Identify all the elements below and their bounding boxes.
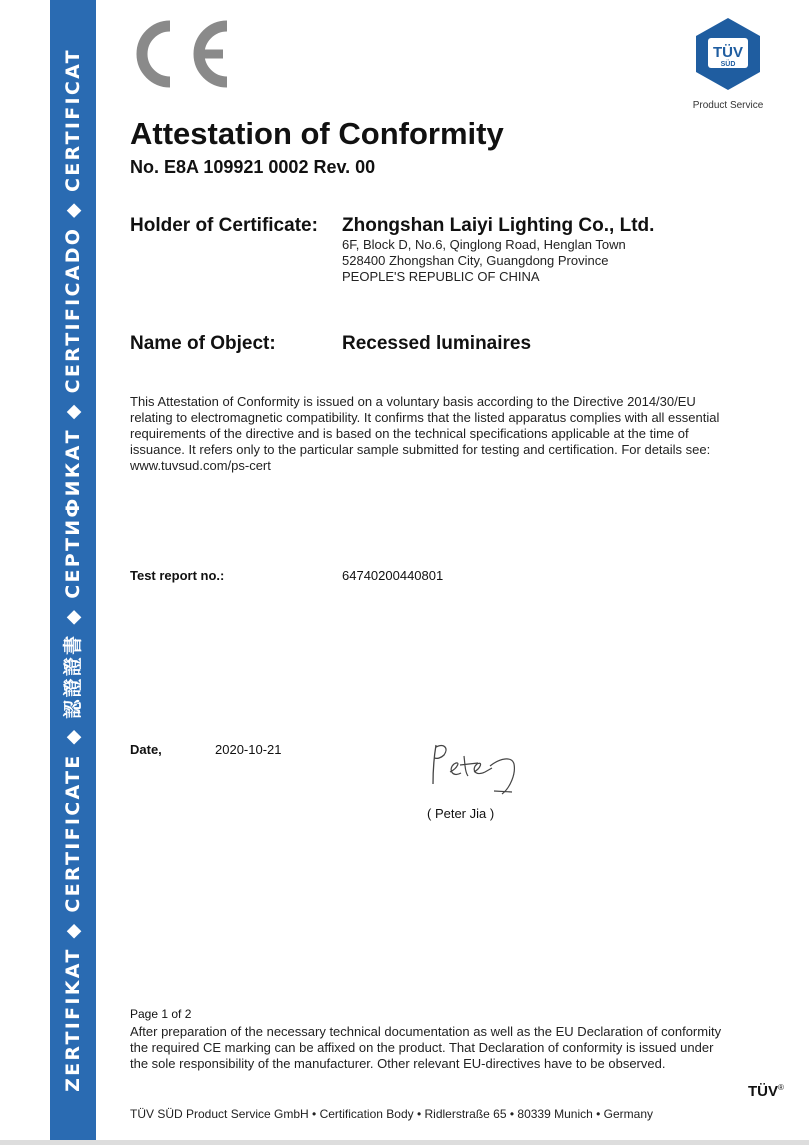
holder-address-line-1: 6F, Block D, No.6, Qinglong Road, Henglan Town bbox=[342, 237, 626, 252]
footer-notice: After preparation of the necessary technical documentation as well as the EU Declaration of conformity the required CE marking can be affixed on the product. That Declaration of conformity is issued under the sole responsibility of the manufacturer. Other relevant EU-directives have to be observed. bbox=[130, 1024, 722, 1071]
test-report-number: 64740200440801 bbox=[342, 568, 444, 583]
date-label: Date, bbox=[130, 742, 162, 757]
holder-address-line-3: PEOPLE'S REPUBLIC OF CHINA bbox=[342, 269, 540, 284]
side-band-text: ZERTIFIKAT ◆ CERTIFICATE ◆ 認證證書 ◆ СЕРТИФИКАТ ◆ CERTIFICADO ◆ CERTIFICAT bbox=[62, 48, 84, 1092]
signature-image bbox=[428, 742, 523, 797]
page-number: Page 1 of 2 bbox=[130, 1007, 192, 1021]
holder-label: Holder of Certificate: bbox=[130, 215, 318, 236]
date-value: 2020-10-21 bbox=[215, 742, 282, 757]
bottom-strip bbox=[0, 1140, 809, 1145]
ce-mark-logo bbox=[125, 14, 235, 94]
object-value: Recessed luminaires bbox=[342, 333, 532, 354]
tuv-sud-logo bbox=[690, 16, 766, 92]
holder-name: Zhongshan Laiyi Lighting Co., Ltd. bbox=[342, 215, 655, 236]
certificate-number: No. E8A 109921 0002 Rev. 00 bbox=[130, 157, 376, 177]
tuv-logo-text: TÜV bbox=[713, 44, 743, 61]
tuv-small-text: TÜV bbox=[748, 1083, 778, 1100]
test-report-label: Test report no.: bbox=[130, 568, 225, 583]
tuv-logo-subtext: SÜD bbox=[720, 61, 736, 68]
signer-name: ( Peter Jia ) bbox=[427, 806, 495, 821]
tuv-caption: Product Service bbox=[692, 100, 764, 111]
tuv-small-logo bbox=[748, 1083, 784, 1100]
attestation-text: This Attestation of Conformity is issued on a voluntary basis according to the Directive 2014/30/EU relating to electromagnetic compatibility. It confirms that the listed apparatus complies with all essential requirements of the directive and is based on the technical specifications applicable at the time of issuance. It refers only to the particular sample submitted for testing and certification. For details see: www.tuvsud.com/ps-cert bbox=[130, 394, 720, 473]
holder-address-line-2: 528400 Zhongshan City, Guangdong Province bbox=[342, 253, 609, 268]
footer-company: TÜV SÜD Product Service GmbH • Certification Body • Ridlerstraße 65 • 80339 Munich • Germany bbox=[130, 1107, 653, 1121]
object-label: Name of Object: bbox=[130, 333, 276, 354]
registered-mark: ® bbox=[778, 1083, 784, 1092]
document-title: Attestation of Conformity bbox=[130, 116, 504, 151]
